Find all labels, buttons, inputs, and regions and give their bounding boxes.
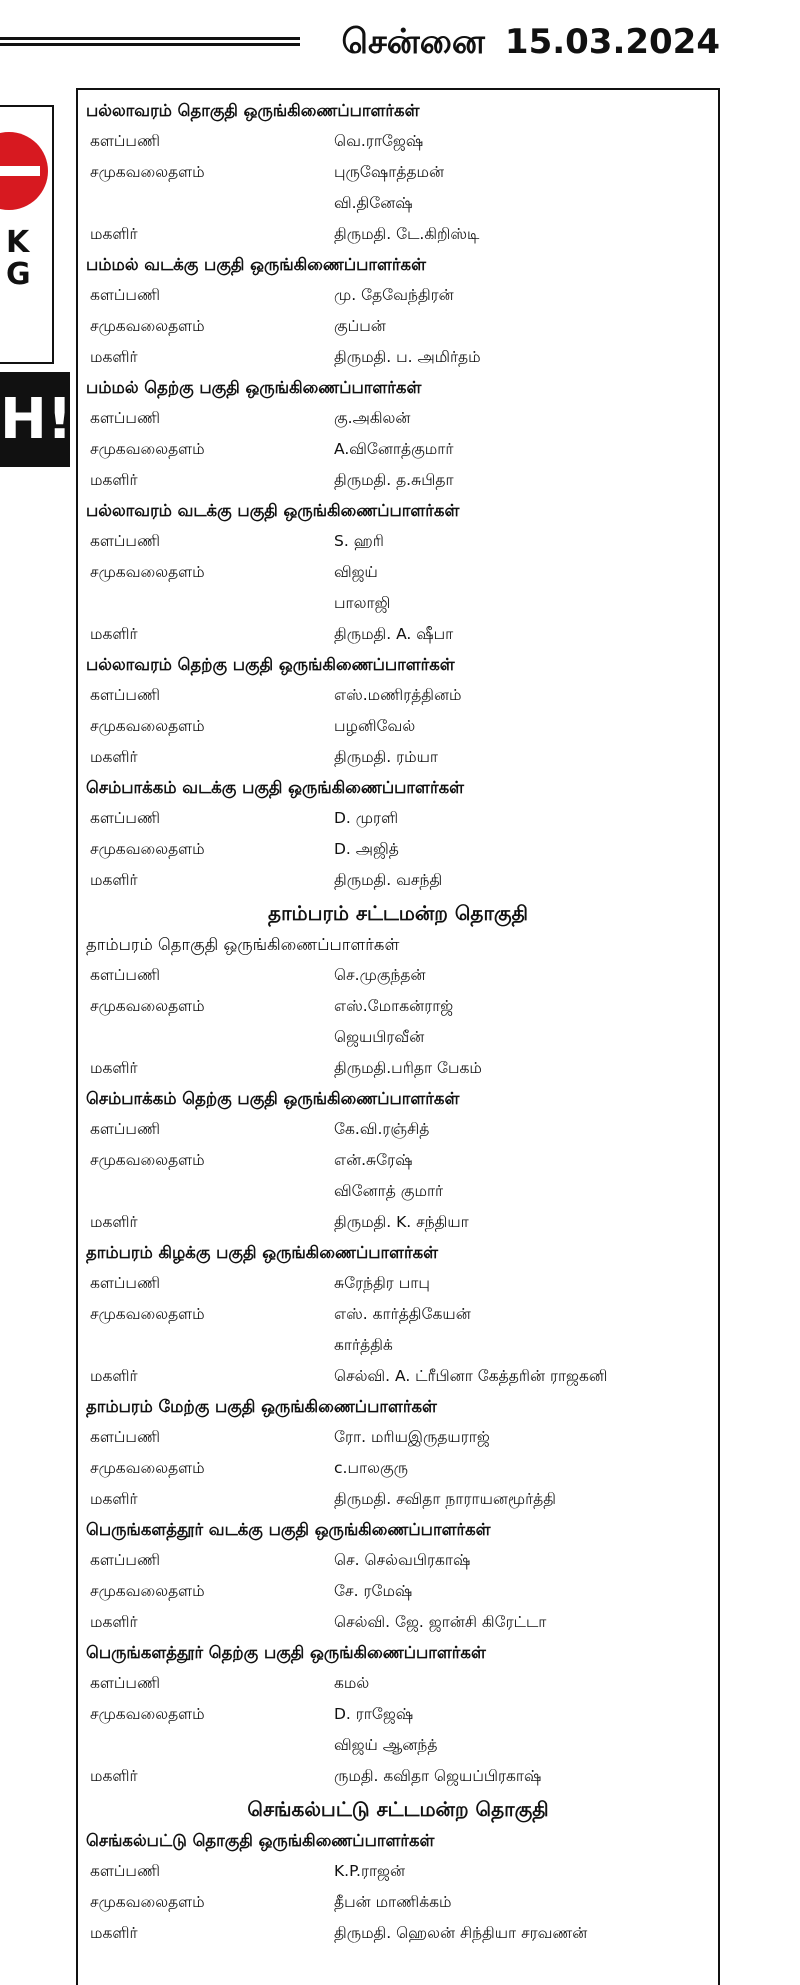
role-label: சமுகவலைதளம்: [90, 1459, 205, 1477]
role-label: சமுகவலைதளம்: [90, 1893, 205, 1911]
coordinator-name: வி.தினேஷ்: [334, 194, 413, 212]
coordinator-row: [86, 342, 718, 373]
coordinator-row: [86, 1668, 718, 1699]
coordinator-name: திருமதி.பரிதா பேகம்: [334, 1059, 482, 1077]
role-label: களப்பணி: [90, 286, 161, 304]
section-heading: தாம்பரம் மேற்கு பகுதி ஒருங்கிணைப்பாளர்கள்: [86, 1397, 437, 1416]
coordinator-row: [86, 960, 718, 991]
coordinator-row: [86, 526, 718, 557]
coordinator-name: வினோத் குமார்: [334, 1182, 444, 1200]
section-heading: பல்லாவரம் தெற்கு பகுதி ஒருங்கிணைப்பாளர்கள்: [86, 655, 455, 674]
section-heading: பல்லாவரம் தொகுதி ஒருங்கிணைப்பாளர்கள்: [86, 101, 420, 120]
coordinator-name: திருமதி. K. சந்தியா: [334, 1213, 469, 1231]
coordinator-section: [78, 650, 718, 773]
coordinator-row: [86, 991, 718, 1022]
role-label: களப்பணி: [90, 686, 161, 704]
coordinator-row: [86, 1761, 718, 1792]
coordinator-row: [86, 1422, 718, 1453]
role-label: மகளிர்: [90, 1367, 138, 1385]
coordinator-name: திருமதி. சவிதா நாராயனமூர்த்தி: [334, 1490, 556, 1508]
coordinator-name: கார்த்திக்: [334, 1336, 393, 1354]
coordinator-row: [86, 219, 718, 250]
masthead: [0, 0, 800, 70]
coordinator-row: [86, 434, 718, 465]
role-label: சமுகவலைதளம்: [90, 563, 205, 581]
section-heading: பெருங்களத்தூர் தெற்கு பகுதி ஒருங்கிணைப்பாளர்கள்: [86, 1643, 486, 1662]
coordinator-row: [86, 680, 718, 711]
coordinator-row: [86, 619, 718, 650]
coordinator-name: A.வினோத்குமார்: [334, 440, 454, 458]
masthead-city: சென்னை: [341, 22, 485, 62]
coordinator-row: [86, 1887, 718, 1918]
coordinator-name: எஸ்.மணிரத்தினம்: [334, 686, 462, 704]
coordinator-name: ஜெயபிரவீன்: [334, 1028, 425, 1046]
coordinator-name: செ.முகுந்தன்: [334, 966, 426, 984]
coordinator-name: கே.வி.ரஞ்சித்: [334, 1120, 430, 1138]
coordinator-row: [86, 1918, 718, 1949]
role-label: களப்பணி: [90, 132, 161, 150]
coordinator-name: திருமதி. டே.கிறிஸ்டி: [334, 225, 480, 243]
coordinator-section: [78, 1084, 718, 1238]
coordinator-name: விஜய் ஆனந்த்: [334, 1736, 438, 1754]
coordinator-row: [86, 1053, 718, 1084]
coordinator-name: குப்பன்: [334, 317, 386, 335]
role-label: களப்பணி: [90, 809, 161, 827]
role-label: களப்பணி: [90, 1274, 161, 1292]
coordinator-row: [86, 157, 718, 188]
coordinator-section: [78, 930, 718, 1084]
role-label: களப்பணி: [90, 966, 161, 984]
coordinator-section: [78, 373, 718, 496]
coordinator-section: [78, 1826, 718, 1949]
logo-emblem-icon: [0, 132, 48, 210]
section-heading: செங்கல்பட்டு தொகுதி ஒருங்கிணைப்பாளர்கள்: [86, 1831, 435, 1850]
coordinator-name: திருமதி. ப. அமிர்தம்: [334, 348, 481, 366]
coordinator-row: [86, 1145, 718, 1176]
role-label: சமுகவலைதளம்: [90, 163, 205, 181]
coordinator-section: [78, 250, 718, 373]
role-label: மகளிர்: [90, 871, 138, 889]
section-heading: தாம்பரம் தொகுதி ஒருங்கிணைப்பாளர்கள்: [86, 935, 400, 954]
role-label: சமுகவலைதளம்: [90, 1151, 205, 1169]
coordinator-row: [86, 1576, 718, 1607]
coordinator-name: திருமதி. வசந்தி: [334, 871, 443, 889]
coordinator-name: கமல்: [334, 1674, 370, 1692]
coordinator-name: K.P.ராஜன்: [334, 1862, 406, 1880]
role-label: களப்பணி: [90, 1428, 161, 1446]
coordinator-row: [86, 188, 718, 219]
coordinator-name: திருமதி. ரம்யா: [334, 748, 438, 766]
role-label: மகளிர்: [90, 1059, 138, 1077]
coordinator-row: [86, 280, 718, 311]
coordinator-section: [78, 1515, 718, 1638]
coordinator-row: [86, 1176, 718, 1207]
coordinator-section: [78, 1238, 718, 1392]
side-banner: H!: [0, 372, 70, 467]
coordinator-section: [78, 496, 718, 650]
coordinator-row: [86, 742, 718, 773]
coordinator-name: மு. தேவேந்திரன்: [334, 286, 454, 304]
role-label: மகளிர்: [90, 1767, 138, 1785]
coordinator-name: சுரேந்திர பாபு: [334, 1274, 430, 1292]
role-label: சமுகவலைதளம்: [90, 1705, 205, 1723]
coordinator-name: பாலாஜி: [334, 594, 391, 612]
coordinator-section: [78, 96, 718, 250]
role-label: மகளிர்: [90, 1490, 138, 1508]
role-label: சமுகவலைதளம்: [90, 1582, 205, 1600]
role-label: சமுகவலைதளம்: [90, 440, 205, 458]
masthead-rule-bottom: [0, 43, 300, 46]
role-label: சமுகவலைதளம்: [90, 1305, 205, 1323]
section-heading: செம்பாக்கம் வடக்கு பகுதி ஒருங்கிணைப்பாளர்கள்: [86, 778, 465, 797]
role-label: மகளிர்: [90, 1924, 138, 1942]
coordinator-name: S. ஹரி: [334, 532, 384, 550]
coordinator-row: [86, 1453, 718, 1484]
coordinator-name: பழனிவேல்: [334, 717, 416, 735]
constituency-heading: தாம்பரம் சட்டமன்ற தொகுதி: [268, 901, 528, 925]
coordinator-name: D. முரளி: [334, 809, 399, 827]
role-label: சமுகவலைதளம்: [90, 717, 205, 735]
coordinator-row: [86, 1607, 718, 1638]
coordinator-name: D. ராஜேஷ்: [334, 1705, 414, 1723]
role-label: மகளிர்: [90, 1213, 138, 1231]
coordinator-row: [86, 126, 718, 157]
role-label: களப்பணி: [90, 1674, 161, 1692]
logo-letter-k: K: [6, 225, 30, 260]
coordinator-row: [86, 465, 718, 496]
coordinator-name: தீபன் மாணிக்கம்: [334, 1893, 452, 1911]
coordinator-name: திருமதி. A. ஷீபா: [334, 625, 454, 643]
coordinator-name: செல்வி. ஜே. ஜான்சி கிரேட்டா: [334, 1613, 547, 1631]
section-heading: பெருங்களத்தூர் வடக்கு பகுதி ஒருங்கிணைப்பாளர்கள்: [86, 1520, 491, 1539]
role-label: களப்பணி: [90, 1862, 161, 1880]
coordinator-row: [86, 1268, 718, 1299]
coordinator-name: எஸ்.மோகன்ராஜ்: [334, 997, 454, 1015]
role-label: களப்பணி: [90, 1120, 161, 1138]
role-label: மகளிர்: [90, 471, 138, 489]
coordinator-section: [78, 1638, 718, 1792]
coordinator-row: [86, 1299, 718, 1330]
role-label: சமுகவலைதளம்: [90, 997, 205, 1015]
coordinator-row: [86, 1856, 718, 1887]
coordinator-name: திருமதி. ஹெலன் சிந்தியா சரவணன்: [334, 1924, 588, 1942]
role-label: களப்பணி: [90, 532, 161, 550]
coordinator-row: [86, 557, 718, 588]
section-heading: செம்பாக்கம் தெற்கு பகுதி ஒருங்கிணைப்பாளர்கள்: [86, 1089, 460, 1108]
coordinator-name: வெ.ராஜேஷ்: [334, 132, 424, 150]
section-heading: பம்மல் தெற்கு பகுதி ஒருங்கிணைப்பாளர்கள்: [86, 378, 422, 397]
role-label: களப்பணி: [90, 1551, 161, 1569]
role-label: சமுகவலைதளம்: [90, 317, 205, 335]
role-label: களப்பணி: [90, 409, 161, 427]
role-label: மகளிர்: [90, 1613, 138, 1631]
coordinators-list: [76, 88, 720, 1985]
masthead-dateline: [342, 22, 721, 66]
coordinator-name: கு.அகிலன்: [334, 409, 411, 427]
role-label: மகளிர்: [90, 625, 138, 643]
coordinator-row: [86, 865, 718, 896]
coordinator-name: விஜய்: [334, 563, 378, 581]
masthead-date: 15.03.2024: [504, 22, 720, 62]
role-label: மகளிர்: [90, 225, 138, 243]
coordinator-row: [86, 1699, 718, 1730]
role-label: மகளிர்: [90, 348, 138, 366]
coordinator-section: [78, 1392, 718, 1515]
coordinator-section: [78, 773, 718, 896]
section-heading: பம்மல் வடக்கு பகுதி ஒருங்கிணைப்பாளர்கள்: [86, 255, 426, 274]
coordinator-row: [86, 1207, 718, 1238]
coordinator-row: [86, 588, 718, 619]
coordinator-row: [86, 1114, 718, 1145]
masthead-rule-top: [0, 37, 300, 40]
coordinator-row: [86, 1330, 718, 1361]
coordinator-name: ருமதி. கவிதா ஜெயப்பிரகாஷ்: [334, 1767, 542, 1785]
section-heading: பல்லாவரம் வடக்கு பகுதி ஒருங்கிணைப்பாளர்கள்: [86, 501, 460, 520]
coordinator-name: செ. செல்வபிரகாஷ்: [334, 1551, 471, 1569]
coordinator-name: D. அஜித்: [334, 840, 399, 858]
coordinator-row: [86, 403, 718, 434]
coordinator-name: செல்வி. A. ட்ரீபினா கேத்தரின் ராஜகனி: [334, 1367, 608, 1385]
coordinator-row: [86, 1484, 718, 1515]
coordinator-row: [86, 1361, 718, 1392]
constituency-heading: செங்கல்பட்டு சட்டமன்ற தொகுதி: [247, 1797, 549, 1821]
role-label: மகளிர்: [90, 748, 138, 766]
coordinator-row: [86, 311, 718, 342]
coordinator-row: [86, 1545, 718, 1576]
coordinator-row: [86, 1730, 718, 1761]
coordinator-name: சே. ரமேஷ்: [334, 1582, 413, 1600]
role-label: சமுகவலைதளம்: [90, 840, 205, 858]
coordinator-row: [86, 803, 718, 834]
coordinator-row: [86, 834, 718, 865]
coordinator-name: என்.சுரேஷ்: [334, 1151, 413, 1169]
section-heading: தாம்பரம் கிழக்கு பகுதி ஒருங்கிணைப்பாளர்கள்: [86, 1243, 439, 1262]
coordinator-row: [86, 1022, 718, 1053]
party-logo: [0, 105, 54, 364]
coordinator-name: எஸ். கார்த்திகேயன்: [334, 1305, 471, 1323]
logo-letter-g: G: [6, 257, 31, 292]
coordinator-name: c.பாலகுரு: [334, 1459, 408, 1477]
coordinator-name: ரோ. மரியஇருதயராஜ்: [334, 1428, 490, 1446]
coordinator-row: [86, 711, 718, 742]
coordinator-name: புருஷோத்தமன்: [334, 163, 445, 181]
coordinator-name: திருமதி. த.சுபிதா: [334, 471, 454, 489]
